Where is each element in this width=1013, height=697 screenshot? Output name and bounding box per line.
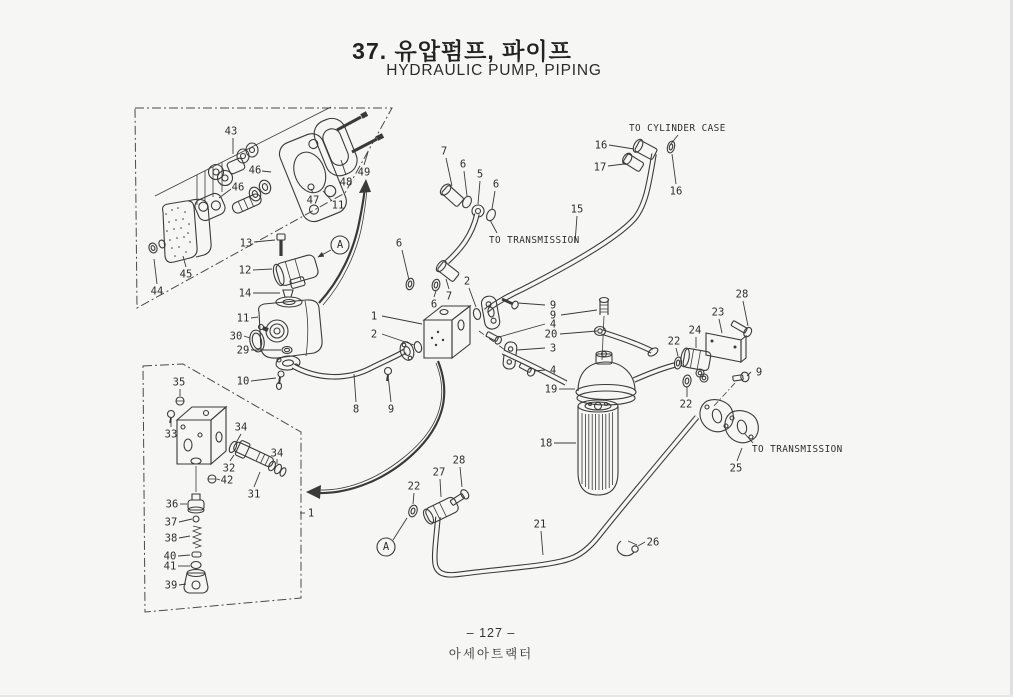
callout-13	[240, 238, 275, 250]
svg-text:4: 4	[549, 318, 557, 331]
svg-text:11: 11	[331, 199, 345, 212]
svg-text:3: 3	[549, 342, 557, 355]
callout-46	[249, 165, 271, 177]
part-37-ball	[193, 516, 199, 522]
svg-text:7: 7	[440, 145, 448, 158]
bracket-axis-line	[713, 383, 735, 407]
svg-text:6: 6	[492, 178, 500, 191]
svg-text:22: 22	[679, 398, 693, 411]
relief-valve-detail	[165, 397, 288, 593]
svg-text:13: 13	[239, 237, 253, 250]
callout-44	[151, 259, 164, 298]
svg-text:46: 46	[248, 164, 262, 177]
part-36-valve-seat	[188, 494, 204, 513]
part-18-filter-cartridge	[578, 400, 618, 495]
svg-text:7: 7	[445, 290, 453, 303]
callout-17	[594, 162, 624, 174]
callout-21	[534, 519, 547, 556]
part-35-screw	[176, 397, 184, 405]
part-2-oring-upper	[472, 308, 481, 320]
callout-22	[668, 336, 681, 357]
callout-10	[237, 376, 276, 388]
callout-29	[237, 345, 281, 357]
gear-pair	[209, 165, 233, 186]
svg-text:12: 12	[238, 264, 252, 277]
svg-text:10: 10	[236, 375, 250, 388]
part-27-fitting	[421, 496, 459, 526]
svg-text:26: 26	[646, 536, 660, 549]
callout-14	[239, 288, 280, 300]
part-38-spring	[193, 526, 201, 548]
hydraulic-pump-unit	[248, 234, 322, 390]
part-22-oring-c	[407, 504, 418, 518]
svg-text:TO TRANSMISSION: TO TRANSMISSION	[489, 235, 580, 246]
callout-24	[689, 325, 702, 349]
callout-12	[239, 265, 272, 277]
pipe-15-group	[472, 138, 676, 330]
part-26-clip	[617, 541, 638, 556]
part-16-oring	[666, 140, 676, 153]
callout-5	[477, 169, 483, 205]
svg-text:6: 6	[459, 158, 467, 171]
to-transmission-upper-label	[489, 220, 580, 246]
callout-7	[446, 279, 452, 303]
callout-18	[540, 438, 576, 450]
svg-text:8: 8	[352, 403, 360, 416]
page-title-english: HYDRAULIC PUMP, PIPING	[386, 62, 602, 79]
svg-text:22: 22	[407, 480, 421, 493]
callout-23	[712, 307, 725, 334]
part-33-valve-block	[177, 407, 226, 464]
return-bracket-group	[674, 319, 759, 443]
callout-20	[545, 329, 597, 341]
callout-43	[225, 126, 238, 155]
detail-arrow-block	[306, 361, 444, 499]
svg-text:45: 45	[179, 268, 193, 281]
svg-text:47: 47	[306, 194, 320, 207]
svg-text:TO CYLINDER CASE: TO CYLINDER CASE	[629, 123, 726, 134]
callout-38	[165, 533, 190, 545]
svg-text:34: 34	[234, 421, 248, 434]
part-11-pump-body	[259, 297, 323, 358]
svg-text:24: 24	[688, 324, 702, 337]
svg-text:5: 5	[476, 168, 484, 181]
svg-text:46: 46	[231, 181, 245, 194]
page-number: – 127 –	[466, 626, 516, 640]
svg-text:20: 20	[544, 328, 558, 341]
callout-6	[431, 291, 437, 311]
callout-25	[730, 448, 743, 475]
callout-2	[371, 329, 414, 346]
svg-text:28: 28	[735, 288, 749, 301]
part-45-pump-housing	[163, 199, 212, 262]
svg-text:6: 6	[395, 237, 403, 250]
page-title-korean: 37. 유압펌프, 파이프	[352, 38, 572, 64]
callout-27	[433, 467, 446, 498]
diagram-artwork	[135, 107, 758, 612]
part-23-bracket-plate	[706, 333, 746, 362]
svg-text:38: 38	[164, 532, 178, 545]
block-top-fittings	[405, 259, 460, 292]
pipe-8	[293, 351, 405, 377]
callout-31	[248, 472, 261, 501]
callout-16	[595, 140, 634, 152]
svg-text:44: 44	[150, 285, 164, 298]
callout-16	[670, 154, 683, 198]
part-24-connector	[680, 347, 712, 371]
svg-text:49: 49	[357, 166, 371, 179]
connector-nuts	[696, 369, 708, 382]
part-2-oring-left	[413, 341, 423, 353]
svg-text:42: 42	[220, 474, 234, 487]
detail-marker-A	[377, 518, 407, 556]
callout-6	[460, 159, 467, 197]
svg-text:35: 35	[172, 376, 186, 389]
callout-8	[353, 374, 359, 416]
callout-30	[230, 331, 250, 343]
callout-28	[453, 455, 466, 488]
svg-text:A: A	[336, 239, 344, 252]
svg-text:16: 16	[594, 139, 608, 152]
callout-46	[219, 182, 244, 199]
callout-layer	[151, 123, 843, 592]
svg-text:9: 9	[549, 309, 557, 322]
part-40-washer	[192, 552, 201, 557]
pipe-5-group	[438, 182, 497, 262]
part-13-bolt	[277, 234, 285, 256]
svg-text:17: 17	[593, 161, 607, 174]
part-14-washer	[283, 290, 293, 297]
detail-marker-A	[318, 236, 349, 257]
callout-37	[165, 517, 192, 529]
callout-1	[300, 508, 314, 520]
svg-text:40: 40	[163, 550, 177, 563]
svg-text:1: 1	[370, 310, 378, 323]
callout-49	[358, 152, 371, 179]
svg-text:TO TRANSMISSION: TO TRANSMISSION	[752, 444, 843, 455]
part-41-oring	[191, 562, 201, 569]
svg-text:25: 25	[729, 462, 743, 475]
part-2-flange-left	[398, 340, 416, 362]
svg-text:43: 43	[224, 125, 238, 138]
svg-text:34: 34	[270, 447, 284, 460]
part-9-flange-bolt	[502, 299, 519, 310]
callout-11	[323, 191, 344, 212]
svg-text:16: 16	[669, 185, 683, 198]
svg-text:2: 2	[463, 275, 471, 288]
svg-text:36: 36	[165, 498, 179, 511]
part-29-oring	[282, 347, 292, 354]
svg-text:39: 39	[164, 579, 178, 592]
svg-text:41: 41	[163, 560, 177, 573]
callout-11	[237, 313, 258, 325]
svg-text:6: 6	[430, 298, 438, 311]
svg-text:4: 4	[549, 364, 557, 377]
svg-text:18: 18	[539, 437, 553, 450]
callout-3	[517, 343, 556, 355]
svg-text:A: A	[382, 541, 390, 554]
callout-28	[736, 289, 749, 327]
part-48-rear-cover	[310, 114, 361, 180]
callout-36	[166, 499, 187, 511]
svg-text:9: 9	[549, 299, 557, 312]
svg-text:15: 15	[570, 203, 584, 216]
part-44-seals	[148, 239, 167, 254]
svg-text:19: 19	[544, 383, 558, 396]
svg-text:23: 23	[711, 306, 725, 319]
svg-text:32: 32	[222, 462, 236, 475]
callout-42	[217, 475, 233, 487]
part-10-bolt	[277, 371, 285, 390]
svg-text:11: 11	[236, 312, 250, 325]
callout-7	[441, 146, 452, 187]
callout-35	[173, 377, 186, 397]
callout-48	[340, 160, 353, 189]
part-4-bolt-upper	[485, 331, 503, 346]
part-28-bolt-upper	[730, 319, 754, 338]
svg-text:2: 2	[370, 328, 378, 341]
pipe-5-eye-hole	[476, 209, 481, 214]
svg-text:30: 30	[229, 330, 243, 343]
to-transmission-right-label	[745, 434, 843, 455]
part-9-bracket-bolt	[732, 372, 749, 384]
callout-32	[223, 455, 236, 475]
svg-text:48: 48	[339, 176, 353, 189]
svg-text:29: 29	[236, 344, 250, 357]
callout-1	[371, 311, 422, 325]
part-39-cap	[184, 570, 208, 594]
part-6-washer-2	[485, 208, 497, 222]
callout-9	[388, 375, 394, 416]
callout-22	[408, 481, 421, 505]
part-49-through-bolts	[337, 114, 383, 153]
part-42-screw	[208, 475, 216, 483]
pipe-20-group	[595, 327, 660, 358]
svg-text:9: 9	[755, 366, 763, 379]
svg-text:28: 28	[452, 454, 466, 467]
publisher-name: 아세아트랙터	[448, 647, 534, 661]
detail-arrow-pump	[319, 176, 371, 305]
part-19-filter-head	[576, 351, 636, 405]
callout-26	[638, 537, 659, 549]
part-22-oring-b	[682, 375, 692, 388]
callout-2	[464, 276, 476, 308]
callout-34	[235, 422, 248, 444]
callout-9	[550, 310, 597, 322]
exploded-view-frame	[135, 108, 392, 308]
svg-text:14: 14	[238, 287, 252, 300]
svg-text:22: 22	[667, 335, 681, 348]
svg-text:33: 33	[164, 428, 178, 441]
callout-41	[164, 561, 190, 573]
svg-text:31: 31	[247, 488, 261, 501]
callout-22	[680, 387, 693, 411]
callout-6	[492, 179, 499, 210]
valve-detail-frame	[143, 364, 301, 612]
part-1-junction-block	[424, 306, 470, 358]
callout-33	[165, 420, 178, 441]
callout-39	[165, 580, 186, 592]
part-12-elbow-fitting	[271, 254, 321, 293]
svg-text:9: 9	[387, 403, 395, 416]
callout-6	[396, 238, 409, 281]
pipe-20-eye-hole	[598, 329, 602, 333]
svg-text:27: 27	[432, 466, 446, 479]
svg-text:1: 1	[307, 507, 315, 520]
svg-text:37: 37	[164, 516, 178, 529]
callout-19	[545, 384, 575, 396]
svg-text:21: 21	[533, 518, 547, 531]
